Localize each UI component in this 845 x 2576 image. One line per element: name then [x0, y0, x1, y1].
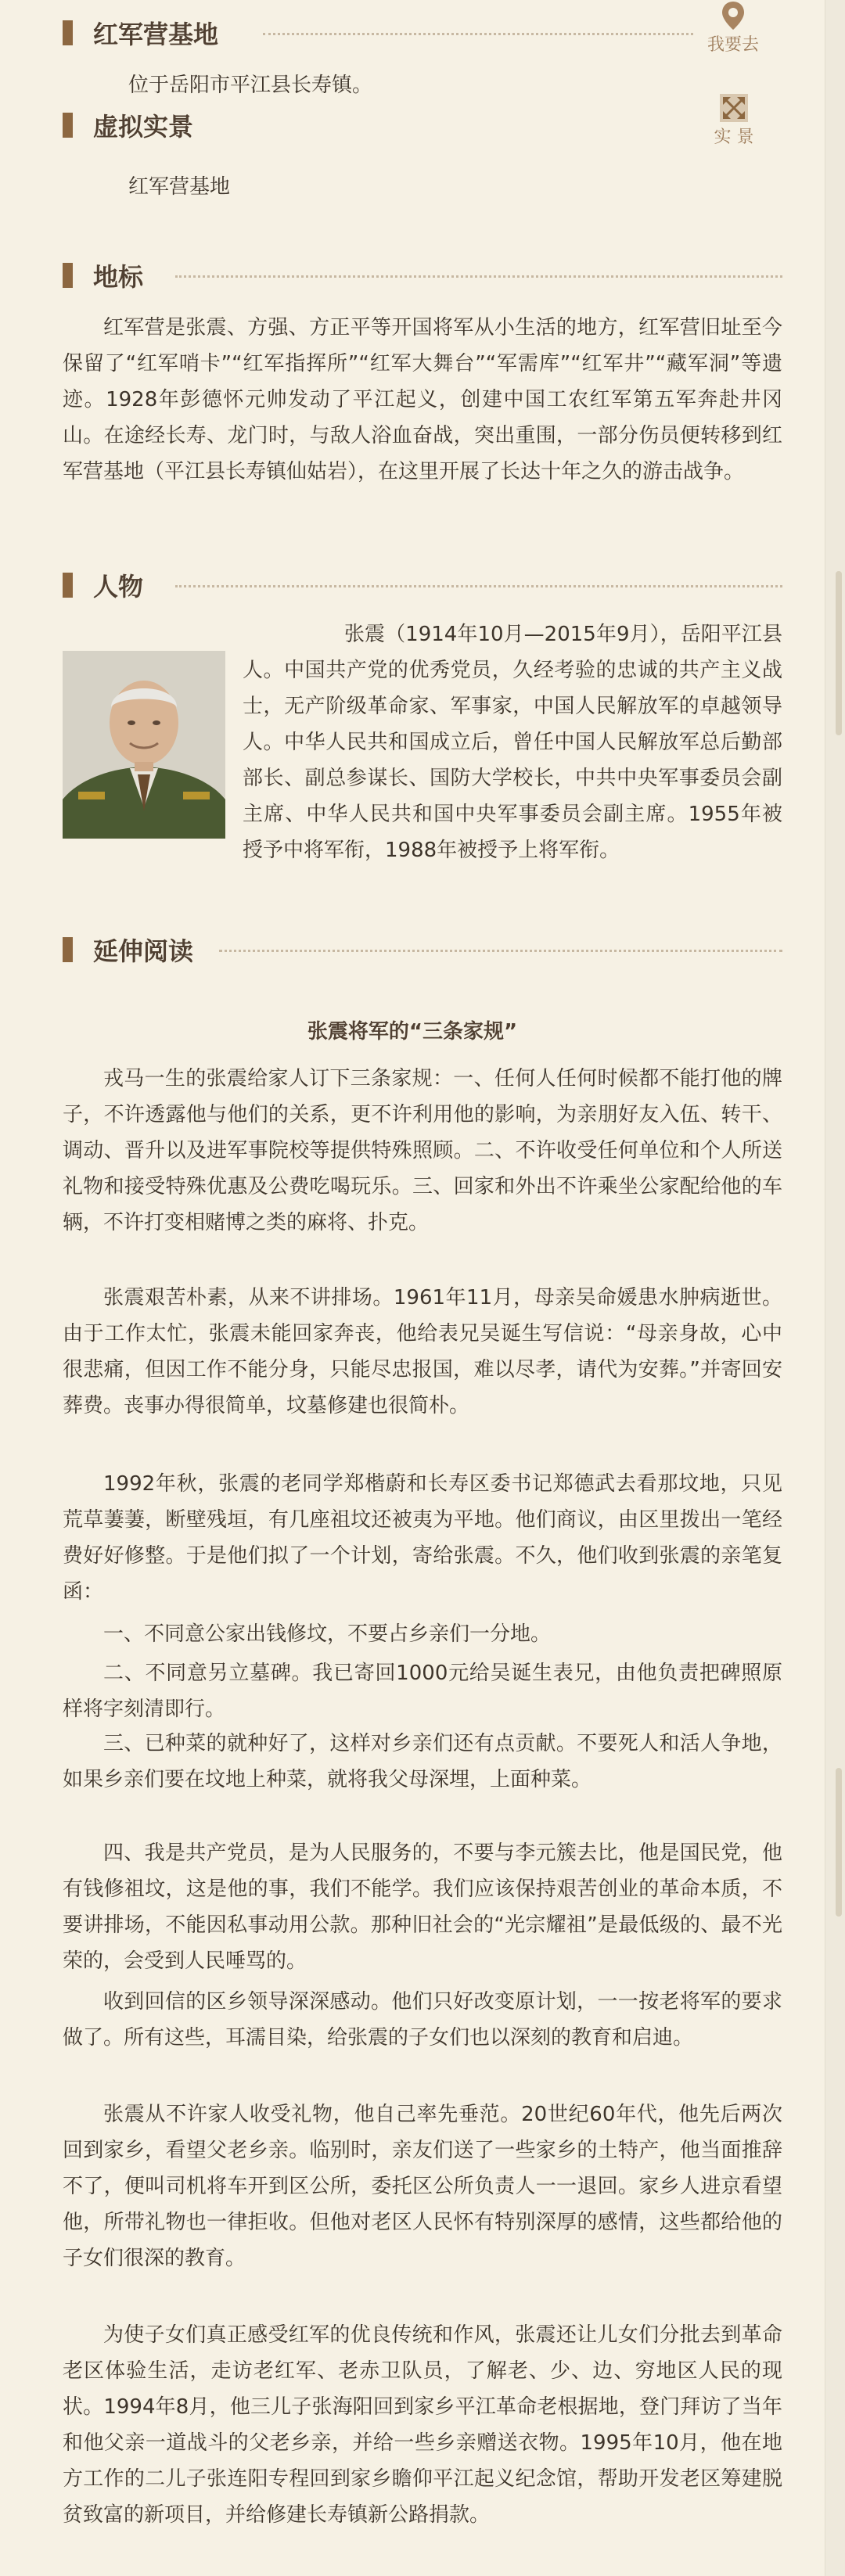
scroll-thumb[interactable]	[836, 571, 842, 735]
section-title-reading: 延伸阅读	[93, 936, 194, 966]
reading-paragraph: 一、不同意公家出钱修坟，不要占乡亲们一分地。	[103, 1622, 552, 1646]
navigate-button[interactable]	[698, 0, 768, 56]
reading-paragraph: 戎马一生的张震给家人订下三条家规：一、任何人任何时候都不能打他的牌子，不许透露他与他们的关系，更不许利用他的影响，为亲朋好友入伍、转干、调动、晋升以及进军事院校等提供特殊照顾。二、不许收受任何单位和个人所送礼物和接受特殊优惠及公费吃喝玩乐。三、回家和外出不许乘坐公家配给他的车辆，不许打变相赌博之类的麻将、扑克。	[63, 1067, 782, 1234]
section-title-person: 人物	[93, 572, 144, 602]
section-marker	[63, 113, 73, 138]
landmark-description: 红军营是张震、方强、方正平等开国将军从小生活的地方，红军营旧址至今保留了“红军哨卡”“红军指挥所”“红军大舞台”“军需库”“红军井”“藏军洞”等遗迹。1928年彭德怀元帅发动了平江起义，创建中国工农红军第五军奔赴井冈山。在途经长寿、龙门时，与敌人浴血奋战，突出重围，一部分伤员便转移到红军营基地（平江县长寿镇仙姑岩），在这里开展了长达十年之久的游击战争。	[63, 316, 782, 483]
reading-paragraph: 二、不同意另立墓碑。我已寄回1000元给吴诞生表兄，由他负责把碑照原样将字刻清即行。	[63, 1662, 782, 1721]
base-location-text: 位于岳阳市平江县长寿镇。	[128, 74, 373, 97]
reading-paragraph: 为使子女们真正感受红军的优良传统和作风，张震还让儿女们分批去到革命老区体验生活，走访老红军、老赤卫队员，了解老、少、边、穷地区人民的现状。1994年8月，他三儿子张海阳回到家乡平江革命老根据地，登门拜访了当年和他父亲一道战斗的父老乡亲，并给一些乡亲赠送衣物。1995年10月，他在地方工作的二儿子张连阳专程回到家乡瞻仰平江起义纪念馆，帮助开发老区筹建脱贫致富的新项目，并给修建长寿镇新公路捐款。	[63, 2323, 782, 2527]
reading-paragraph: 张震从不许家人收受礼物，他自己率先垂范。20世纪60年代，他先后两次回到家乡，看望父老乡亲。临别时，亲友们送了一些家乡的土特产，他当面推辞不了，便叫司机将车开到区公所，委托区公所负责人一一退回。家乡人进京看望他，所带礼物也一律拒收。但他对老区人民怀有特别深厚的感情，这些都给他的子女们很深的教育。	[63, 2103, 782, 2270]
section-marker	[63, 263, 73, 288]
reading-paragraph: 四、我是共产党员，是为人民服务的，不要与李元簇去比，他是国民党，他有钱修祖坟，这是他的事，我们不能学。我们应该保持艰苦创业的革命本质，不要讲排场，不能因私事动用公款。那种旧社会的“光宗耀祖”是最低级的、最不光荣的，会受到人民唾骂的。	[63, 1841, 782, 1973]
section-header-reading	[63, 932, 193, 967]
scrollbar[interactable]	[825, 0, 845, 2576]
section-header-base	[63, 16, 218, 50]
article-subtitle: 张震将军的“三条家规”	[307, 1020, 518, 1044]
section-divider	[175, 275, 782, 278]
person-biography: 张震（1914年10月—2015年9月），岳阳平江县人。中国共产党的优秀党员，久经考验的忠诚的共产主义战士，无产阶级革命家、军事家，中国人民解放军的卓越领导人。中华人民共和国成立后，曾任中国人民解放军总后勤部部长、副总参谋长、国防大学校长，中共中央军事委员会副主席、中华人民共和国中央军事委员会副主席。1955年被授予中将军衔，1988年被授予上将军衔。	[243, 623, 782, 862]
section-title-landmark: 地标	[93, 262, 144, 292]
section-header-landmark	[63, 258, 143, 293]
navigate-label: 我要去	[707, 35, 759, 55]
expand-arrows-icon	[718, 92, 750, 124]
section-title-vr: 虚拟实景	[93, 112, 194, 142]
scroll-thumb-secondary[interactable]	[836, 1768, 842, 1917]
vr-link-text[interactable]: 红军营基地	[128, 175, 231, 199]
section-divider	[263, 33, 693, 35]
section-header-vr	[63, 108, 193, 142]
person-biography-block	[63, 616, 782, 868]
vr-view-button[interactable]	[706, 92, 762, 148]
reading-paragraph: 三、已种菜的就种好了，这样对乡亲们还有点贡献。不要死人和活人争地，如果乡亲们要在坟地上种菜，就将我父母深埋，上面种菜。	[63, 1732, 782, 1791]
reading-paragraph: 1992年秋，张震的老同学郑楷蔚和长寿区委书记郑德武去看那坟地，只见荒草萋萋，断壁残垣，有几座祖坟还被夷为平地。他们商议，由区里拨出一笔经费好好修整。于是他们拟了一个计划，寄给张震。不久，他们收到张震的亲笔复函：	[63, 1472, 782, 1604]
section-title-base: 红军营基地	[93, 20, 219, 49]
portrait-float-spacer	[63, 616, 243, 851]
vr-view-label: 实 景	[714, 128, 754, 147]
reading-paragraph: 收到回信的区乡领导深深感动。他们只好改变原计划，一一按老将军的要求做了。所有这些，耳濡目染，给张震的子女们也以深刻的教育和启迪。	[63, 1990, 782, 2050]
section-marker	[63, 573, 73, 598]
section-divider	[175, 585, 782, 587]
section-header-person	[63, 568, 143, 602]
location-pin-icon	[720, 0, 746, 31]
reading-paragraph: 张震艰苦朴素，从来不讲排场。1961年11月，母亲吴命媛患水肿病逝世。由于工作太忙，张震未能回家奔丧，他给表兄吴诞生写信说：“母亲身故，心中很悲痛，但因工作不能分身，只能尽忠报国，难以尽孝，请代为安葬。”并寄回安葬费。丧事办得很简单，坟墓修建也很简朴。	[63, 1286, 782, 1417]
section-marker	[63, 20, 73, 45]
section-divider	[219, 950, 782, 952]
section-marker	[63, 937, 73, 962]
